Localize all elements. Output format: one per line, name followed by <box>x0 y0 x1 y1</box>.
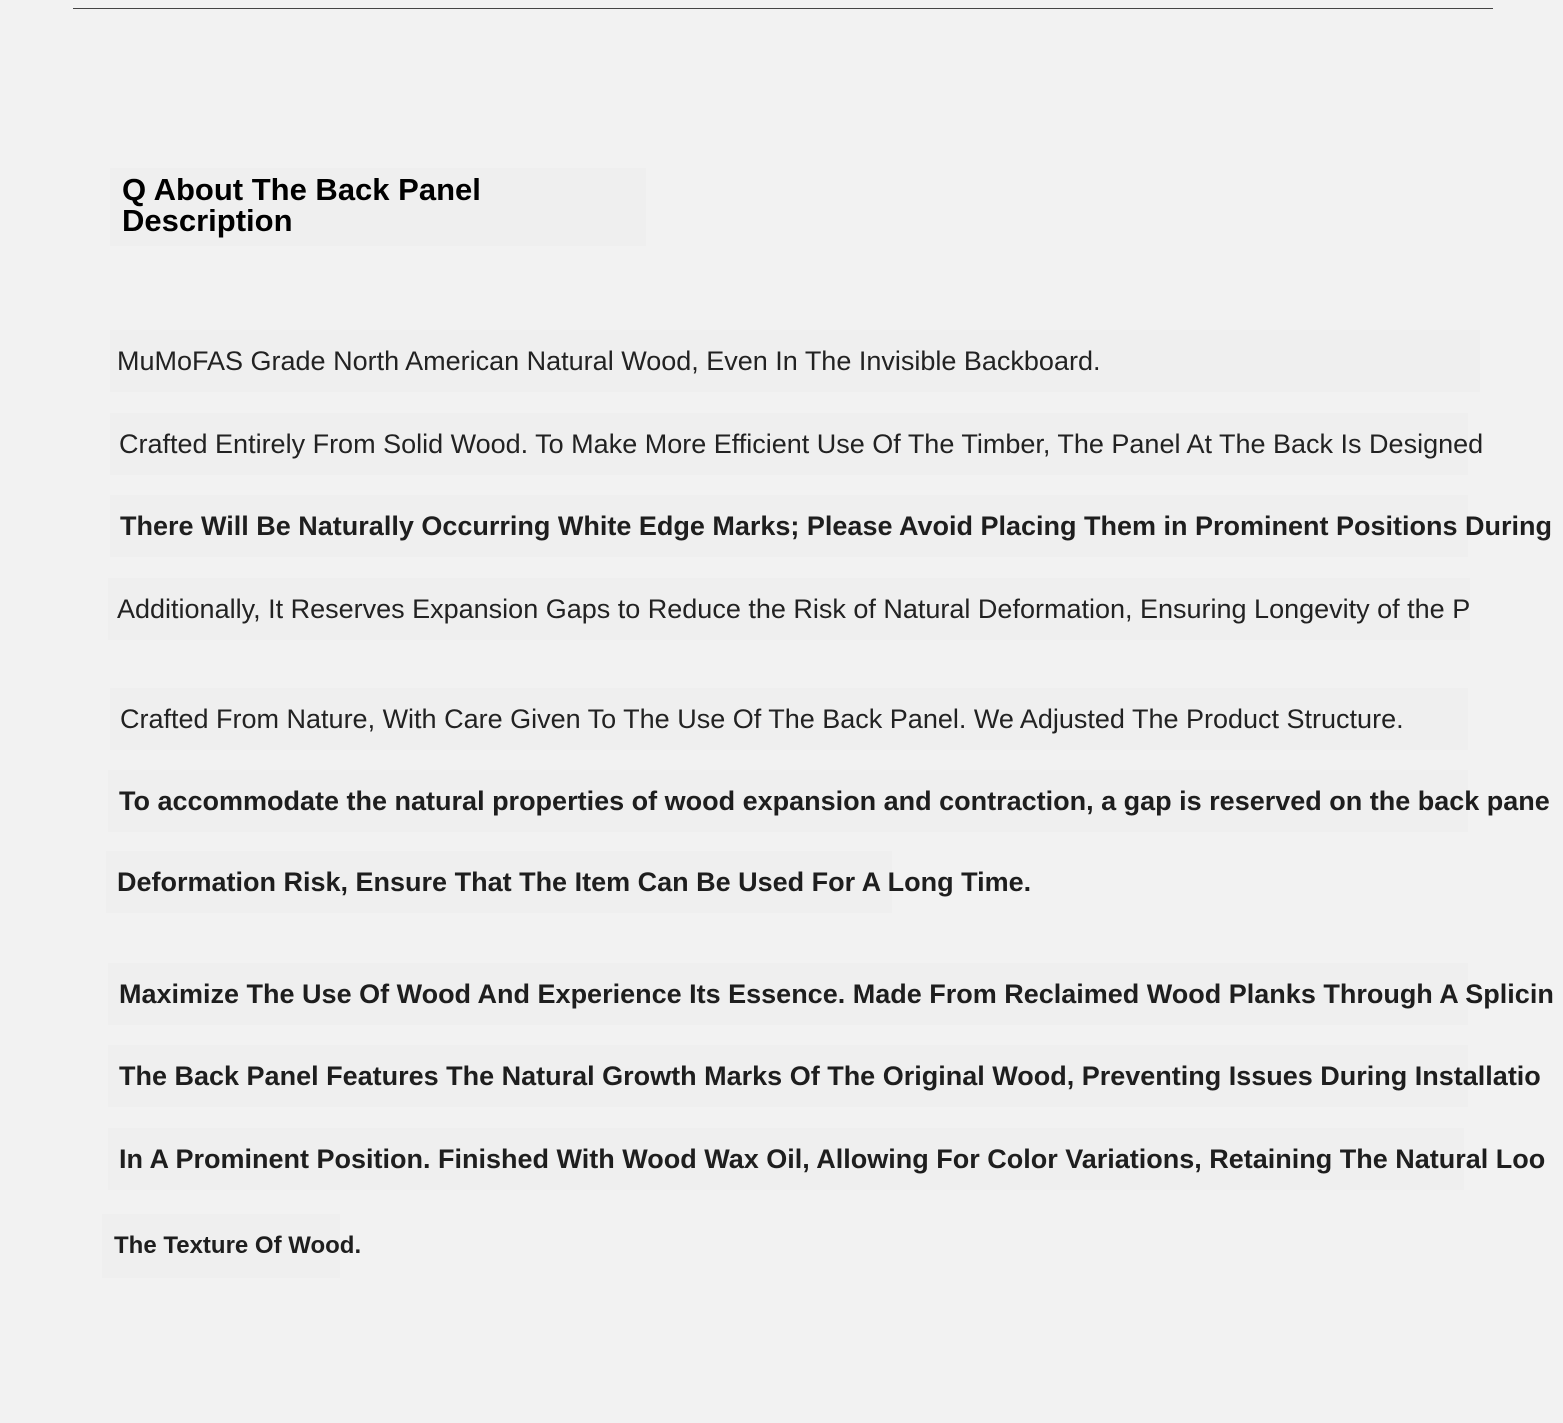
paragraph-11 <box>0 1214 1563 1278</box>
top-divider <box>73 8 1493 9</box>
paragraph-text: The Back Panel Features The Natural Growth Marks Of The Original Wood, Preventing Issues During Installatio <box>119 1060 1541 1091</box>
page-title-line-1: Q About The Back Panel <box>122 172 481 207</box>
paragraph-8 <box>0 963 1563 1025</box>
paragraph-7 <box>0 851 1563 913</box>
paragraph-text: The Texture Of Wood. <box>114 1232 362 1259</box>
page-title <box>122 174 481 236</box>
paragraph-3 <box>0 495 1563 557</box>
paragraph-2 <box>0 413 1563 475</box>
paragraph-5 <box>0 688 1563 750</box>
paragraph-text: MuMoFAS Grade North American Natural Wood, Even In The Invisible Backboard. <box>117 345 1101 376</box>
paragraph-text: To accommodate the natural properties of wood expansion and contraction, a gap is reserved on the back pane <box>119 785 1550 816</box>
paragraph-text: In A Prominent Position. Finished With Wood Wax Oil, Allowing For Color Variations, Retaining The Natural Loo <box>119 1143 1546 1174</box>
paragraph-text: There Will Be Naturally Occurring White Edge Marks; Please Avoid Placing Them in Prominent Positions During <box>120 510 1553 541</box>
paragraph-9 <box>0 1045 1563 1107</box>
paragraph-1 <box>0 330 1563 392</box>
paragraph-text: Maximize The Use Of Wood And Experience Its Essence. Made From Reclaimed Wood Planks Through A Splicin <box>119 978 1554 1009</box>
page-title-line-2: Description <box>122 203 293 238</box>
paragraph-text: Crafted From Nature, With Care Given To The Use Of The Back Panel. We Adjusted The Product Structure. <box>120 703 1404 734</box>
paragraph-4 <box>0 578 1563 640</box>
paragraph-text: Crafted Entirely From Solid Wood. To Make More Efficient Use Of The Timber, The Panel At The Back Is Designed <box>119 428 1484 459</box>
paragraph-6 <box>0 770 1563 832</box>
paragraph-10 <box>0 1128 1563 1190</box>
paragraph-text: Deformation Risk, Ensure That The Item Can Be Used For A Long Time. <box>117 866 1032 897</box>
paragraph-text: Additionally, It Reserves Expansion Gaps to Reduce the Risk of Natural Deformation, Ensuring Longevity of the P <box>117 593 1471 624</box>
